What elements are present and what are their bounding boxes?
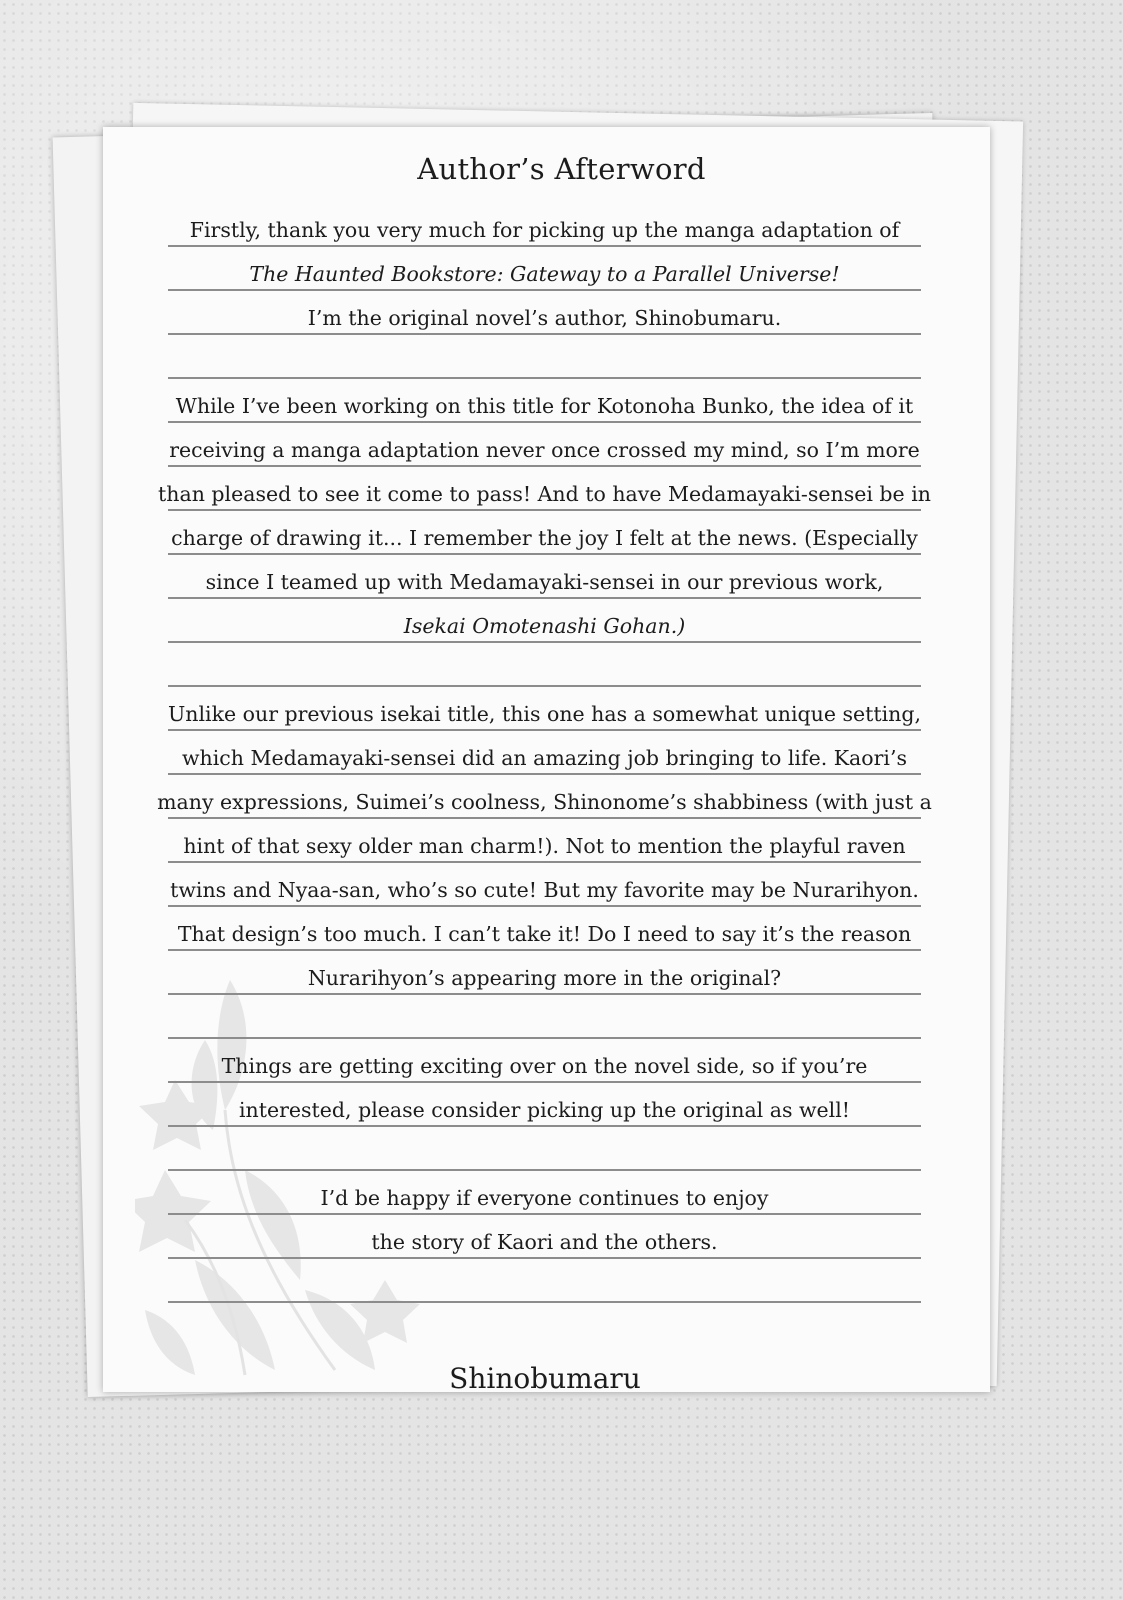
text-line (168, 993, 921, 1039)
text-line (168, 641, 921, 687)
line-text: Firstly, thank you very much for picking up the manga adaptation of (189, 218, 900, 242)
line-text: than pleased to see it come to pass! And to have Medamayaki-sensei be in (158, 482, 931, 506)
line-text: The Haunted Bookstore: Gateway to a Parallel Universe! (249, 262, 840, 286)
text-line (168, 289, 921, 335)
line-text: Unlike our previous isekai title, this one has a somewhat unique setting, (167, 702, 922, 726)
page-title: Author’s Afterword (417, 152, 706, 186)
author-signature: Shinobumaru (449, 1362, 641, 1395)
text-line (168, 1257, 921, 1303)
line-text: hint of that sexy older man charm!). Not to mention the playful raven (183, 834, 906, 858)
text-line (168, 949, 921, 995)
text-line (168, 1125, 921, 1171)
line-text: receiving a manga adaptation never once crossed my mind, so I’m more (169, 438, 920, 462)
text-line (168, 729, 921, 775)
text-line (168, 817, 921, 863)
text-line (168, 1169, 921, 1215)
line-text: I’m the original novel’s author, Shinobumaru. (307, 306, 782, 330)
text-line (168, 1037, 921, 1083)
text-line (158, 465, 931, 511)
text-line (168, 597, 921, 643)
line-text: twins and Nyaa-san, who’s so cute! But my favorite may be Nurarihyon. (170, 878, 919, 902)
text-line (157, 773, 932, 819)
line-text: the story of Kaori and the others. (371, 1230, 718, 1254)
text-line (168, 333, 921, 379)
text-line (168, 509, 921, 555)
line-text: charge of drawing it... I remember the joy I felt at the news. (Especially (171, 526, 918, 550)
line-text: many expressions, Suimei’s coolness, Shinonome’s shabbiness (with just a (157, 790, 932, 814)
text-line (168, 245, 921, 291)
line-text: since I teamed up with Medamayaki-sensei in our previous work, (205, 570, 884, 594)
line-text: While I’ve been working on this title for Kotonoha Bunko, the idea of it (175, 394, 914, 418)
text-line (168, 861, 921, 907)
text-line (168, 1213, 921, 1259)
line-text: Nurarihyon’s appearing more in the original? (307, 966, 782, 990)
text-line (168, 553, 921, 599)
text-line (168, 201, 921, 247)
text-line (168, 377, 921, 423)
line-text: which Medamayaki-sensei did an amazing job bringing to life. Kaori’s (181, 746, 908, 770)
text-line (168, 905, 921, 951)
text-line (168, 421, 921, 467)
line-text: Things are getting exciting over on the novel side, so if you’re (221, 1054, 868, 1078)
line-text: That design’s too much. I can’t take it! Do I need to say it’s the reason (177, 922, 912, 946)
line-text: Isekai Omotenashi Gohan.) (403, 614, 686, 638)
line-text: interested, please consider picking up the original as well! (238, 1098, 851, 1122)
text-line (168, 685, 921, 731)
line-text: I’d be happy if everyone continues to enjoy (320, 1186, 769, 1210)
text-line (168, 1081, 921, 1127)
